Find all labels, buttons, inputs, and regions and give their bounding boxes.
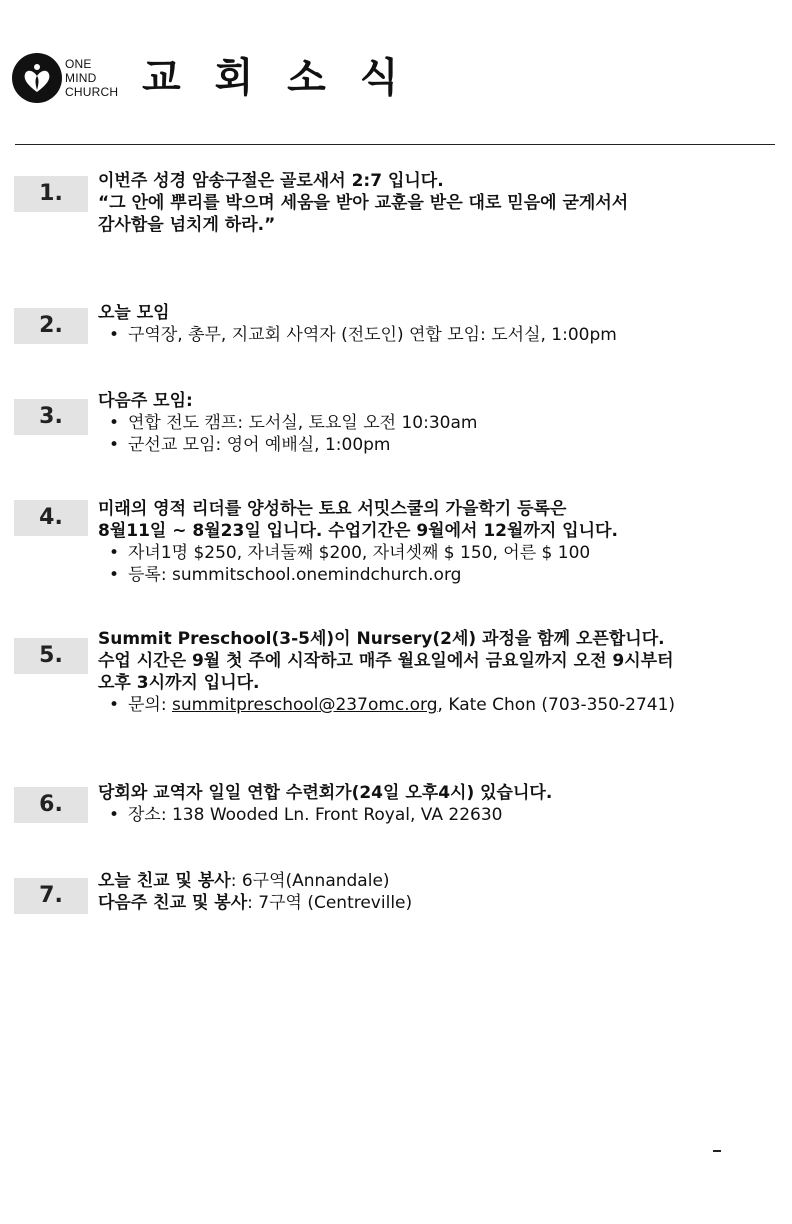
- item-2-bullet: • 구역장, 총무, 지교회 사역자 (전도인) 연합 모임: 도서실, 1:00pm: [98, 324, 617, 346]
- item-number-1: 1.: [14, 176, 88, 212]
- item-1-line: 이번주 성경 암송구절은 골로새서 2:7 입니다.: [98, 171, 444, 191]
- item-4-bullet: • 등록: summitschool.onemindchurch.org: [98, 564, 618, 586]
- item-5-line: 오후 3시까지 입니다.: [98, 673, 260, 693]
- item-number-2: 2.: [14, 308, 88, 344]
- page-mark: [713, 1150, 721, 1152]
- item-7-line: [98, 870, 412, 892]
- item-number-7: 7.: [14, 878, 88, 914]
- item-number-3: 3.: [14, 399, 88, 435]
- next-fellowship-value: : 7구역 (Centreville): [247, 893, 413, 913]
- church-logo-icon: [11, 52, 63, 104]
- item-3-bullet: • 군선교 모임: 영어 예배실, 1:00pm: [98, 434, 477, 456]
- item-3-heading: 다음주 모임:: [98, 391, 193, 411]
- item-7-line: [98, 892, 412, 914]
- item-5-content: [98, 628, 675, 716]
- item-5-line: Summit Preschool(3-5세)이 Nursery(2세) 과정을 함께 오픈합니다.: [98, 629, 665, 649]
- item-4-content: [98, 498, 618, 586]
- logo-line-one: ONE: [65, 57, 92, 71]
- logo-line-church: CHURCH: [65, 85, 119, 99]
- next-fellowship-label: 다음주 친교 및 봉사: [98, 893, 248, 913]
- contact-email-link[interactable]: summitpreschool@237omc.org: [171, 695, 438, 715]
- logo-wordmark: [65, 57, 118, 99]
- item-1-line: 감사함을 넘치게 하라.”: [98, 215, 276, 235]
- header-divider: [15, 144, 775, 145]
- item-5-contact: [98, 694, 675, 716]
- item-5-line: 수업 시간은 9월 첫 주에 시작하고 매주 월요일에서 금요일까지 오전 9시부터: [98, 651, 674, 671]
- logo-line-mind: MIND: [65, 71, 97, 85]
- item-1-content: [98, 170, 628, 236]
- item-2-heading: 오늘 모임: [98, 303, 170, 323]
- item-6-bullet: • 장소: 138 Wooded Ln. Front Royal, VA 22630: [98, 804, 552, 826]
- page-title: 교 회 소 식: [142, 55, 409, 101]
- item-number-6: 6.: [14, 787, 88, 823]
- item-2-content: [98, 302, 617, 346]
- item-number-5: 5.: [14, 638, 88, 674]
- contact-label: 문의:: [128, 695, 172, 715]
- contact-details: , Kate Chon (703-350-2741): [437, 695, 676, 715]
- item-number-4: 4.: [14, 500, 88, 536]
- today-fellowship-label: 오늘 친교 및 봉사: [98, 871, 231, 891]
- item-3-content: [98, 390, 477, 456]
- item-3-bullet: • 연합 전도 캠프: 도서실, 토요일 오전 10:30am: [98, 412, 477, 434]
- item-4-line: 8월11일 ~ 8월23일 입니다. 수업기간은 9월에서 12월까지 입니다.: [98, 521, 618, 541]
- item-7-content: [98, 870, 412, 914]
- today-fellowship-value: : 6구역(Annandale): [230, 871, 390, 891]
- item-6-heading: 당회와 교역자 일일 연합 수련회가(24일 오후4시) 있습니다.: [98, 783, 553, 803]
- item-6-content: [98, 782, 552, 826]
- item-4-line: 미래의 영적 리더를 양성하는 토요 서밋스쿨의 가을학기 등록은: [98, 499, 567, 519]
- item-1-line: “그 안에 뿌리를 박으며 세움을 받아 교훈을 받은 대로 믿음에 굳게서서: [98, 193, 629, 213]
- item-4-bullet: • 자녀1명 $250, 자녀둘째 $200, 자녀셋째 $ 150, 어른 $ 100: [98, 542, 618, 564]
